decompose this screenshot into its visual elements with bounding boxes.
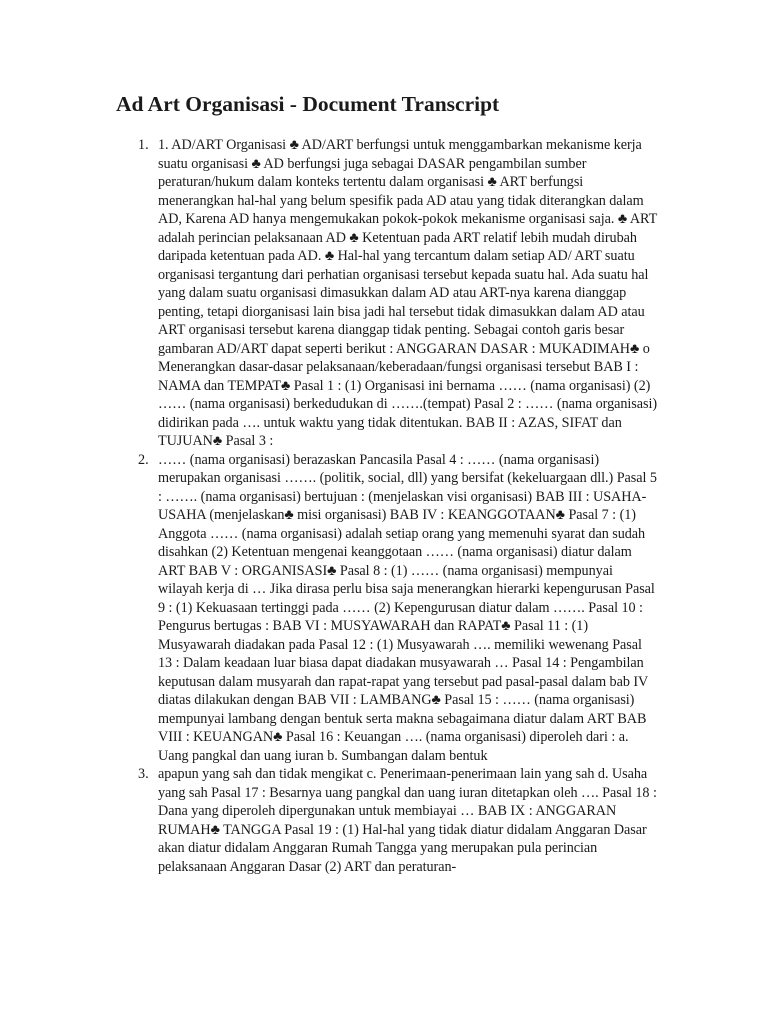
list-item-text: 1. AD/ART Organisasi ♣ AD/ART berfungsi untuk menggambarkan mekanisme kerja suatu organisasi ♣ AD berfungsi juga sebagai DASAR pengambilan sumber peraturan/hukum dalam konteks tertentu dalam organisasi ♣ ART berfungsi menerangkan hal-hal yang belum spesifik pada AD atau yang tidak diterangkan dalam AD, Karena AD hanya mengemukakan pokok-pokok mekanisme organisasi saja. ♣ ART adalah perincian pelaksanaan AD ♣ Ketentuan pada ART relatif lebih mudah dirubah daripada ketentuan pada AD. ♣ Hal-hal yang tercantum dalam setiap AD/ ART suatu organisasi tergantung dari perhatian organisasi tersebut kepada suatu hal. Ada suatu hal yang dalam suatu organisasi dimasukkan dalam AD atau ART-nya karena dianggap penting, tetapi diorganisasi lain bisa jadi hal tersebut tidak dimasukkan dalam AD atau ART organisasi tersebut karena dianggap tidak penting. Sebagai contoh garis besar gambaran AD/ART dapat seperti berikut : ANGGARAN DASAR : MUKADIMAH♣ o Menerangkan dasar-dasar pelaksanaan/keberadaan/fungsi organisasi tersebut BAB I : NAMA dan TEMPAT♣ Pasal 1 : (1) Organisasi ini bernama …… (nama organisasi) (2) …… (nama organisasi) berkedudukan di …….(tempat) Pasal 2 : …… (nama organisasi) didirikan pada …. untuk waktu yang tidak ditentukan. BAB II : AZAS, SIFAT dan TUJUAN♣ Pasal 3 : xyxy=(158,137,658,449)
list-item-number: 1. xyxy=(138,137,149,153)
list-item-text: …… (nama organisasi) berazaskan Pancasila Pasal 4 : …… (nama organisasi) merupakan organisasi ……. (politik, social, dll) yang bersifat (kekeluargaan dll.) Pasal 5 : ……. (nama organisasi) bertujuan : (menjelaskan visi organisasi) BAB III : USAHA-USAHA (menjelaskan♣ misi organisasi) BAB IV : KEANGGOTAAN♣ Pasal 7 : (1) Anggota …… (nama organisasi) adalah setiap orang yang memenuhi syarat dan sudah disahkan (2) Ketentuan mengenai keanggotaan …… (nama organisasi) diatur dalam ART BAB V : ORGANISASI♣ Pasal 8 : (1) …… (nama organisasi) mempunyai wilayah kerja di … Jika dirasa perlu bisa saja menerangkan hierarki kepengurusan Pasal 9 : (1) Kekuasaan tertinggi pada …… (2) Kepengurusan diatur dalam ……. Pasal 10 : Pengurus bertugas : BAB VI : MUSYAWARAH dan RAPAT♣ Pasal 11 : (1) Musyawarah diadakan pada Pasal 12 : (1) Musyawarah …. memiliki wewenang Pasal 13 : Dalam keadaan luar biasa dapat diadakan musyawarah … Pasal 14 : Pengambilan keputusan dalam musyarah dan rapat-rapat yang tersebut pad pasal-pasal dalam bab IV diatas dilakukan dengan BAB VII : LAMBANG♣ Pasal 15 : …… (nama organisasi) mempunyai lambang dengan bentuk serta makna sebagaimana diatur dalam ART BAB VIII : KEUANGAN♣ Pasal 16 : Keuangan …. (nama organisasi) diperoleh dari : a. Uang pangkal dan uang iuran b. Sumbangan dalam bentuk xyxy=(158,451,657,764)
list-item-text: apapun yang sah dan tidak mengikat c. Penerimaan-penerimaan lain yang sah d. Usaha yang sah Pasal 17 : Besarnya uang pangkal dan uang iuran ditetapkan oleh …. Pasal 18 : Dana yang diperoleh dipergunakan untuk membiayai … BAB IX : ANGGARAN RUMAH♣ TANGGA Pasal 19 : (1) Hal-hal yang tidak diatur didalam Anggaran Dasar akan diatur didalam Anggaran Rumah Tangga yang merupakan pula perincian pelaksanaan Anggaran Dasar (2) ART dan peraturan- xyxy=(158,766,657,875)
list-item-number: 3. xyxy=(138,766,149,782)
list-item xyxy=(0,451,658,766)
list-item-number: 2. xyxy=(138,451,149,468)
document-title: Ad Art Organisasi - Document Transcript xyxy=(116,92,500,116)
list-item xyxy=(0,765,658,876)
transcript-list xyxy=(0,136,658,876)
list-item xyxy=(0,136,658,451)
